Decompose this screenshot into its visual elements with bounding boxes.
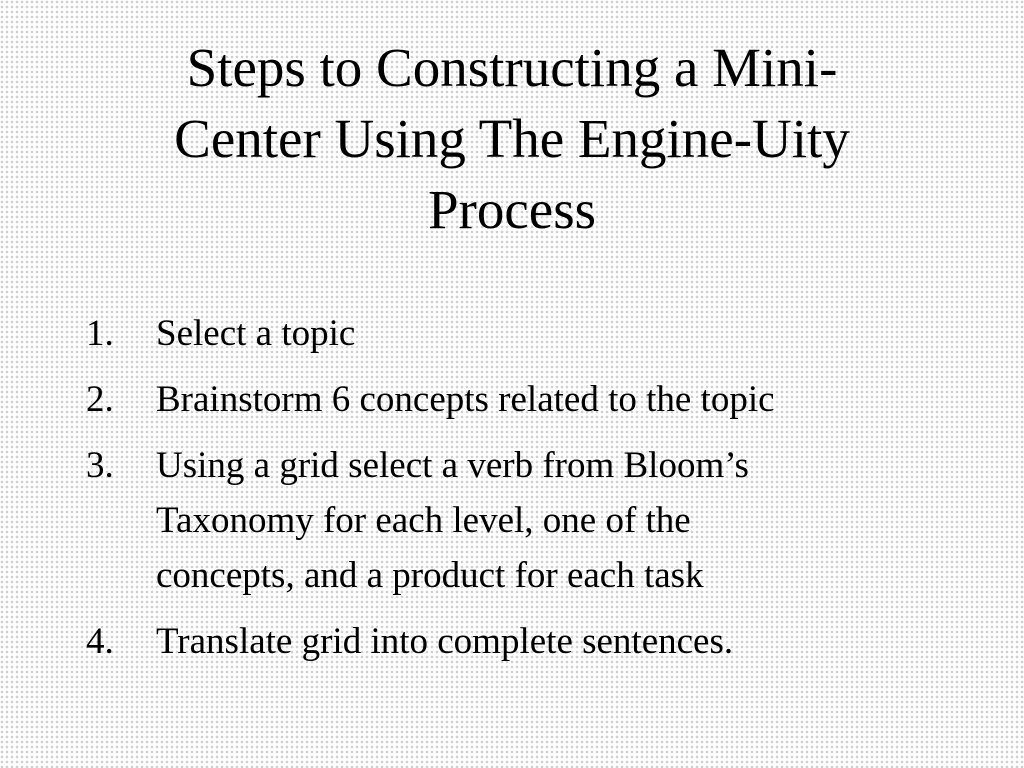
- step-text-line: Taxonomy for each level, one of the: [156, 500, 691, 541]
- slide-title-line: Center Using The Engine-Uity: [174, 108, 850, 169]
- slide-title-line: Process: [427, 179, 597, 240]
- step-text: [156, 438, 966, 603]
- step-text-line: Using a grid select a verb from Bloom’s: [156, 445, 749, 486]
- step-text-line: Select a topic: [156, 313, 356, 354]
- step-text: [156, 306, 966, 361]
- slide-title: [60, 32, 964, 245]
- step-list: [86, 306, 966, 680]
- step-number: 2.: [86, 379, 114, 420]
- step-text: [156, 372, 966, 427]
- step-item-4: [86, 614, 966, 669]
- step-item-3: [86, 438, 966, 603]
- step-item-2: [86, 372, 966, 427]
- step-text-line: Brainstorm 6 concepts related to the topic: [156, 379, 775, 420]
- step-number: 3.: [86, 445, 114, 486]
- step-text-line: concepts, and a product for each task: [156, 555, 704, 596]
- slide-title-line: Steps to Constructing a Mini-: [186, 37, 838, 98]
- step-item-1: [86, 306, 966, 361]
- step-text: [156, 614, 966, 669]
- step-number: 1.: [86, 313, 114, 354]
- step-text-line: Translate grid into complete sentences.: [156, 621, 734, 662]
- step-number: 4.: [86, 621, 114, 662]
